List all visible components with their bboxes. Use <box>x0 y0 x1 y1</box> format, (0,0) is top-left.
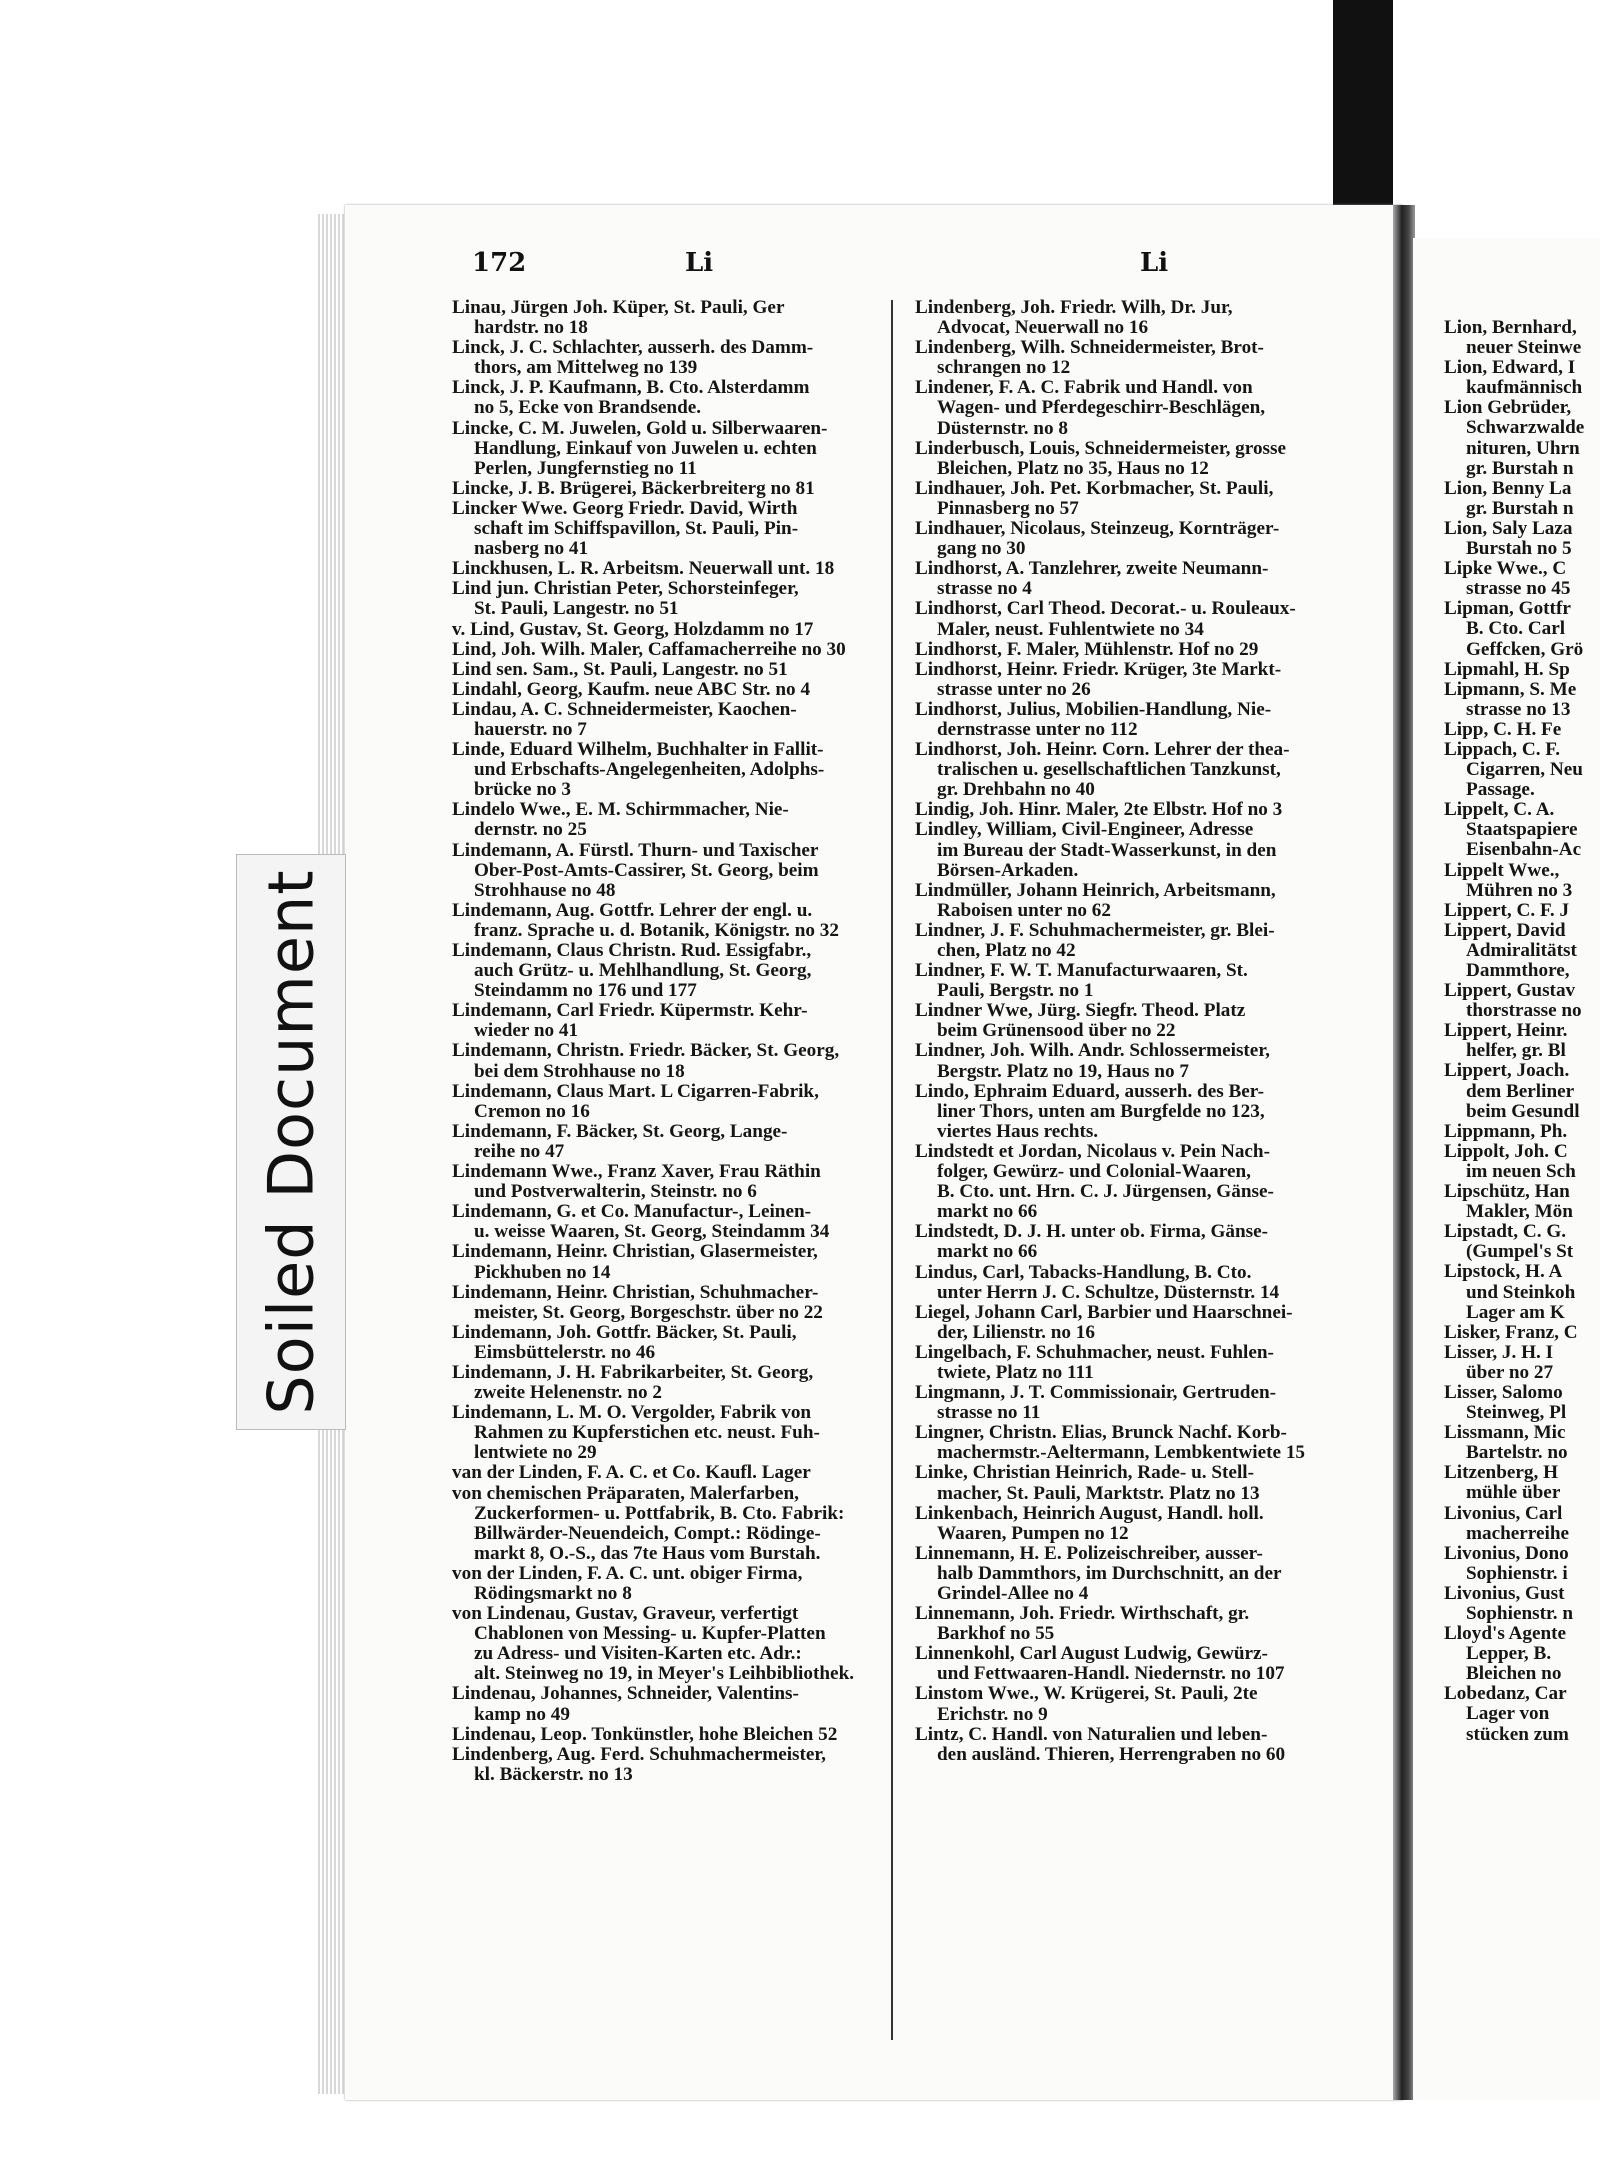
directory-line: brücke no 3 <box>474 779 572 801</box>
directory-line: folger, Gewürz- und Colonial-Waaren, <box>937 1161 1251 1183</box>
directory-line: Lindemann, Carl Friedr. Küpermstr. Kehr- <box>452 1000 808 1022</box>
directory-line: kl. Bäckerstr. no 13 <box>474 1763 633 1785</box>
directory-line: zu Adress- und Visiten-Karten etc. Adr.: <box>474 1643 802 1665</box>
directory-line: Livonius, Carl <box>1444 1502 1563 1524</box>
directory-line: von Lindenau, Gustav, Graveur, verfertigt <box>452 1603 799 1625</box>
directory-line: Lion, Edward, I <box>1444 357 1576 379</box>
directory-line: Billwärder-Neuendeich, Compt.: Rödinge- <box>474 1522 821 1544</box>
directory-line: Lion, Benny La <box>1444 477 1572 499</box>
directory-line: (Gumpel's St <box>1466 1241 1574 1263</box>
directory-line: Lindemann, Aug. Gottfr. Lehrer der engl. u. <box>452 899 813 921</box>
directory-line: Lipstadt, C. G. <box>1444 1221 1567 1243</box>
directory-line: auch Grütz- u. Mehlhandlung, St. Georg, <box>474 960 812 982</box>
directory-line: Makler, Mön <box>1466 1201 1573 1223</box>
directory-line: bei dem Strohhause no 18 <box>474 1060 685 1082</box>
directory-line: chen, Platz no 42 <box>937 940 1076 961</box>
directory-line: St. Pauli, Langestr. no 51 <box>474 598 679 620</box>
directory-line: B. Cto. unt. Hrn. C. J. Jürgensen, Gänse- <box>937 1181 1274 1203</box>
directory-line: neuer Steinwe <box>1466 337 1582 359</box>
directory-line: Lindus, Carl, Tabacks-Handlung, B. Cto. <box>915 1261 1252 1283</box>
directory-line: Lepper, B. <box>1466 1643 1552 1665</box>
directory-line: Lindelo Wwe., E. M. Schirmmacher, Nie- <box>452 799 789 821</box>
directory-line: Raboisen unter no 62 <box>937 899 1111 921</box>
directory-line: Linke, Christian Heinrich, Rade- u. Stell- <box>915 1462 1254 1484</box>
directory-line: Lion, Saly Laza <box>1444 517 1573 539</box>
directory-line: den ausländ. Thieren, Herrengraben no 60 <box>937 1743 1286 1765</box>
directory-line: Lingelbach, F. Schuhmacher, neust. Fuhlen- <box>915 1341 1274 1363</box>
directory-line: Lindenberg, Aug. Ferd. Schuhmachermeister, <box>452 1743 826 1765</box>
directory-line: Cremon no 16 <box>474 1100 590 1122</box>
directory-line: der, Lilienstr. no 16 <box>937 1321 1095 1343</box>
directory-line: Grindel-Allee no 4 <box>937 1583 1089 1604</box>
directory-line: schrangen no 12 <box>937 357 1071 379</box>
directory-line: Lippert, Heinr. <box>1444 1020 1568 1042</box>
directory-line: Lippert, Gustav <box>1444 980 1576 1002</box>
directory-line: Lindig, Joh. Hinr. Maler, 2te Elbstr. Hof no 3 <box>915 799 1283 821</box>
directory-line: Lippert, Joach. <box>1444 1060 1570 1082</box>
directory-line: Lindemann, Heinr. Christian, Glasermeister, <box>452 1241 818 1263</box>
directory-line: Lipmahl, H. Sp <box>1444 658 1570 680</box>
directory-line: Lisker, Franz, C <box>1444 1321 1578 1343</box>
directory-line: Strohhause no 48 <box>474 879 616 901</box>
directory-line: Lisser, Salomo <box>1444 1381 1563 1403</box>
directory-line: Lindau, A. C. Schneidermeister, Kaochen- <box>452 698 797 720</box>
directory-column-3 <box>1444 298 1600 1745</box>
directory-line: Börsen-Arkaden. <box>937 859 1079 881</box>
directory-line: Eimsbüttelerstr. no 46 <box>474 1341 656 1363</box>
directory-line: Lindemann, Heinr. Christian, Schuhmacher- <box>452 1281 819 1303</box>
directory-line: Lindstedt, D. J. H. unter ob. Firma, Gänse- <box>915 1221 1269 1243</box>
directory-line: Steinweg, Pl <box>1466 1402 1567 1424</box>
directory-line: Maler, neust. Fuhlentwiete no 34 <box>937 618 1204 640</box>
directory-line: Lippelt, C. A. <box>1444 799 1555 821</box>
directory-line: Linau, Jürgen Joh. Küper, St. Pauli, Ger <box>452 297 785 318</box>
directory-line: Lion, Bernhard, <box>1444 317 1577 338</box>
directory-line: Lincker Wwe. Georg Friedr. David, Wirth <box>452 497 798 519</box>
directory-line: strasse no 13 <box>1466 698 1571 720</box>
book-gutter <box>1393 205 1415 2100</box>
directory-line: twiete, Platz no 111 <box>937 1361 1094 1383</box>
directory-line: Zuckerformen- u. Pottfabrik, B. Cto. Fabrik: <box>474 1502 845 1524</box>
directory-line: Linnemann, Joh. Friedr. Wirthschaft, gr. <box>915 1603 1250 1625</box>
directory-line: Livonius, Gust <box>1444 1582 1565 1604</box>
directory-line: Lindemann, Claus Mart. L Cigarren-Fabrik, <box>452 1080 819 1102</box>
directory-line: liner Thors, unten am Burgfelde no 123, <box>937 1100 1265 1122</box>
directory-line: markt no 66 <box>937 1241 1038 1263</box>
directory-line: nasberg no 41 <box>474 538 589 560</box>
directory-line: Lindhorst, F. Maler, Mühlenstr. Hof no 29 <box>915 638 1259 660</box>
directory-line: Staatspapiere <box>1466 819 1578 841</box>
directory-line: Lindemann, F. Bäcker, St. Georg, Lange- <box>452 1120 788 1142</box>
directory-line: Lindemann, Joh. Gottfr. Bäcker, St. Pauli, <box>452 1321 797 1343</box>
directory-line: van der Linden, F. A. C. et Co. Kaufl. Lager <box>452 1462 811 1484</box>
directory-line: Lindemann, J. H. Fabrikarbeiter, St. Georg, <box>452 1361 814 1383</box>
directory-line: kaufmännisch <box>1466 377 1583 399</box>
directory-line: thors, am Mittelweg no 139 <box>474 357 698 379</box>
directory-column-1 <box>452 298 884 1785</box>
directory-line: Lindmüller, Johann Heinrich, Arbeitsmann, <box>915 879 1276 901</box>
directory-line: Barkhof no 55 <box>937 1623 1055 1645</box>
directory-line: Lipp, C. H. Fe <box>1444 718 1562 740</box>
directory-line: Handlung, Einkauf von Juwelen u. echten <box>474 437 817 459</box>
directory-line: Lipke Wwe., C <box>1444 558 1567 580</box>
directory-line: und Fettwaaren-Handl. Niedernstr. no 107 <box>937 1663 1285 1685</box>
directory-line: unter Herrn J. C. Schultze, Düsternstr. 14 <box>937 1281 1280 1303</box>
directory-line: Lindahl, Georg, Kaufm. neue ABC Str. no 4 <box>452 678 811 700</box>
directory-line: Livonius, Dono <box>1444 1542 1569 1564</box>
directory-line: Lindner, Joh. Wilh. Andr. Schlossermeister, <box>915 1040 1270 1062</box>
directory-line: u. weisse Waaren, St. Georg, Steindamm 34 <box>474 1221 830 1243</box>
directory-line: hauerstr. no 7 <box>474 718 587 740</box>
directory-line: Lindhorst, Heinr. Friedr. Krüger, 3te Markt- <box>915 658 1282 680</box>
directory-line: Lindemann, A. Fürstl. Thurn- und Taxischer <box>452 839 819 861</box>
directory-line: Lindener, F. A. C. Fabrik und Handl. von <box>915 377 1253 399</box>
directory-line: von der Linden, F. A. C. unt. obiger Firma, <box>452 1562 803 1584</box>
directory-line: Lindemann, Christn. Friedr. Bäcker, St. Georg, <box>452 1040 840 1062</box>
page-number: 172 <box>472 248 527 278</box>
directory-line: dernstrasse unter no 112 <box>937 718 1138 740</box>
directory-line: und Postverwalterin, Steinstr. no 6 <box>474 1181 757 1203</box>
directory-line: Pauli, Bergstr. no 1 <box>937 980 1094 1002</box>
directory-line: Lindhorst, Julius, Mobilien-Handlung, Nie- <box>915 698 1272 720</box>
directory-line: Waaren, Pumpen no 12 <box>937 1522 1129 1544</box>
directory-line: Lindenberg, Wilh. Schneidermeister, Brot- <box>915 337 1264 359</box>
directory-line: Linck, J. C. Schlachter, ausserh. des Damm- <box>452 337 814 359</box>
directory-line: Steindamm no 176 und 177 <box>474 980 697 1002</box>
directory-line: Lincke, C. M. Juwelen, Gold u. Silberwaaren- <box>452 417 828 439</box>
directory-line: Lindhorst, Carl Theod. Decorat.- u. Rouleaux- <box>915 598 1296 620</box>
directory-line: machermstr.-Aeltermann, Lembkentwiete 15 <box>937 1442 1306 1464</box>
directory-line: Lintz, C. Handl. von Naturalien und leben- <box>915 1723 1268 1745</box>
directory-line: Lindemann, L. M. O. Vergolder, Fabrik von <box>452 1402 812 1424</box>
directory-line: Erichstr. no 9 <box>937 1703 1048 1725</box>
directory-line: gang no 30 <box>937 538 1026 560</box>
directory-line: Lippert, C. F. J <box>1444 899 1570 921</box>
directory-line: Geffcken, Grö <box>1466 638 1584 660</box>
directory-line: franz. Sprache u. d. Botanik, Königstr. no 32 <box>474 919 839 941</box>
directory-line: Pinnasberg no 57 <box>937 497 1079 519</box>
directory-line: Linde, Eduard Wilhelm, Buchhalter in Fallit- <box>452 739 824 761</box>
directory-column-2 <box>915 298 1385 1765</box>
directory-line: Lipschütz, Han <box>1444 1181 1570 1203</box>
directory-line: Linckhusen, L. R. Arbeitsm. Neuerwall unt. 18 <box>452 558 835 580</box>
directory-line: Düsternstr. no 8 <box>937 417 1068 439</box>
directory-line: Lager am K <box>1466 1301 1565 1323</box>
directory-line: dernstr. no 25 <box>474 819 587 841</box>
directory-line: Lindo, Ephraim Eduard, ausserh. des Ber- <box>915 1080 1264 1102</box>
directory-line: im neuen Sch <box>1466 1160 1576 1182</box>
directory-line: Schwarzwalde <box>1466 417 1585 439</box>
directory-line: Linstom Wwe., W. Krügerei, St. Pauli, 2te <box>915 1683 1258 1705</box>
directory-line: Lobedanz, Car <box>1444 1683 1567 1705</box>
binding-strip <box>1333 0 1393 240</box>
column-divider <box>891 300 893 2040</box>
directory-line: Lingmann, J. T. Commissionair, Gertruden- <box>915 1382 1277 1404</box>
directory-line: Bleichen, Platz no 35, Haus no 12 <box>937 457 1209 479</box>
directory-line: strasse no 11 <box>937 1402 1041 1424</box>
directory-line: wieder no 41 <box>474 1020 579 1042</box>
directory-line: über no 27 <box>1466 1361 1554 1383</box>
directory-line: hardstr. no 18 <box>474 317 588 339</box>
directory-line: gr. Burstah n <box>1466 497 1574 519</box>
directory-line: schaft im Schiffspavillon, St. Pauli, Pin- <box>474 518 799 540</box>
directory-line: Lisser, J. H. I <box>1444 1341 1554 1363</box>
directory-line: Burstah no 5 <box>1466 538 1572 560</box>
directory-line: Advocat, Neuerwall no 16 <box>937 317 1149 339</box>
directory-line: Pickhuben no 14 <box>474 1261 611 1283</box>
directory-line: Sophienstr. n <box>1466 1603 1574 1624</box>
directory-line: Lippach, C. F. <box>1444 738 1561 760</box>
directory-line: beim Gesundl <box>1466 1100 1580 1122</box>
directory-line: macher, St. Pauli, Marktstr. Platz no 13 <box>937 1482 1260 1504</box>
directory-line: strasse no 45 <box>1466 578 1571 600</box>
directory-line: Lipmann, S. Me <box>1444 678 1577 700</box>
soiled-document-text: Soiled Document <box>254 869 328 1415</box>
directory-line: Linck, J. P. Kaufmann, B. Cto. Alsterdamm <box>452 377 810 399</box>
directory-line: von chemischen Präparaten, Malerfarben, <box>452 1482 799 1504</box>
directory-line: strasse no 4 <box>937 578 1032 600</box>
directory-line: Lippert, David <box>1444 919 1566 941</box>
directory-line: Lincke, J. B. Brügerei, Bäckerbreiterg no 81 <box>452 477 815 499</box>
directory-line: Linderbusch, Louis, Schneidermeister, grosse <box>915 437 1286 459</box>
directory-line: Eisenbahn-Ac <box>1466 839 1582 861</box>
directory-line: markt 8, O.-S., das 7te Haus vom Burstah. <box>474 1542 821 1564</box>
directory-line <box>1444 298 1600 318</box>
directory-line: strasse unter no 26 <box>937 678 1091 700</box>
directory-line: Cigarren, Neu <box>1466 759 1583 781</box>
directory-line: lentwiete no 29 <box>474 1442 597 1464</box>
directory-line: Lindhauer, Nicolaus, Steinzeug, Kornträger- <box>915 518 1280 540</box>
directory-line: alt. Steinweg no 19, in Meyer's Leihbibliothek. <box>474 1663 855 1685</box>
directory-line: Lippmann, Ph. <box>1444 1120 1568 1142</box>
directory-line: Bleichen no <box>1466 1663 1562 1685</box>
running-head-right: Li <box>1140 248 1169 278</box>
directory-line: Bartelstr. no <box>1466 1442 1568 1464</box>
directory-line: Lindley, William, Civil-Engineer, Adresse <box>915 819 1254 841</box>
directory-line: stücken zum <box>1466 1723 1569 1745</box>
directory-line: Litzenberg, H <box>1444 1462 1559 1484</box>
directory-line: im Bureau der Stadt-Wasserkunst, in den <box>937 839 1277 861</box>
soiled-document-label <box>236 854 346 1430</box>
directory-line: Lindenau, Johannes, Schneider, Valentins- <box>452 1683 799 1705</box>
directory-line: Lindemann, Claus Christn. Rud. Essigfabr., <box>452 940 812 961</box>
directory-line: reihe no 47 <box>474 1140 565 1162</box>
directory-line: kamp no 49 <box>474 1703 570 1725</box>
directory-line: viertes Haus rechts. <box>937 1120 1099 1142</box>
directory-line: Ober-Post-Amts-Cassirer, St. Georg, beim <box>474 859 819 881</box>
directory-line: gr. Drehbahn no 40 <box>937 779 1095 801</box>
directory-line: und Erbschafts-Angelegenheiten, Adolphs- <box>474 759 825 781</box>
directory-line: B. Cto. Carl <box>1466 618 1566 640</box>
directory-line: Wagen- und Pferdegeschirr-Beschlägen, <box>937 397 1266 419</box>
directory-line: nituren, Uhrn <box>1466 437 1580 459</box>
directory-line: mühle über <box>1466 1482 1561 1504</box>
directory-line: Lissmann, Mic <box>1444 1422 1566 1444</box>
directory-line: Mühren no 3 <box>1466 879 1573 901</box>
directory-line: Lind jun. Christian Peter, Schorsteinfeger, <box>452 578 799 600</box>
directory-line: Lipman, Gottfr <box>1444 598 1571 620</box>
directory-line: halb Dammthors, im Durchschnitt, an der <box>937 1562 1282 1584</box>
directory-line: markt no 66 <box>937 1201 1038 1223</box>
directory-line: Liegel, Johann Carl, Barbier und Haarschnei- <box>915 1301 1293 1323</box>
directory-line: Linnemann, H. E. Polizeischreiber, ausser- <box>915 1542 1263 1564</box>
directory-line: Lindhorst, A. Tanzlehrer, zweite Neumann- <box>915 558 1269 580</box>
directory-line: Lindner Wwe, Jürg. Siegfr. Theod. Platz <box>915 1000 1246 1022</box>
directory-line: Lindner, F. W. T. Manufacturwaaren, St. <box>915 960 1248 982</box>
directory-line: gr. Burstah n <box>1466 457 1574 479</box>
directory-line: Lippolt, Joh. C <box>1444 1140 1568 1162</box>
directory-line: macherreihe <box>1466 1522 1570 1544</box>
directory-line: Passage. <box>1466 779 1535 801</box>
directory-line: Sophienstr. i <box>1466 1562 1568 1584</box>
directory-line: Lipstock, H. A <box>1444 1261 1563 1283</box>
directory-line: Chablonen von Messing- u. Kupfer-Platten <box>474 1623 826 1645</box>
directory-line: Lindhauer, Joh. Pet. Korbmacher, St. Pauli, <box>915 477 1274 499</box>
directory-line: Dammthore, <box>1466 960 1570 981</box>
directory-line: Lippelt Wwe., <box>1444 859 1560 881</box>
directory-line: Lingner, Christn. Elias, Brunck Nachf. Korb- <box>915 1422 1287 1444</box>
directory-line: v. Lind, Gustav, St. Georg, Holzdamm no 17 <box>452 618 814 640</box>
directory-line: thorstrasse no <box>1466 1000 1582 1022</box>
directory-line: Rödingsmarkt no 8 <box>474 1583 632 1604</box>
directory-line: Admiralitätst <box>1466 939 1577 961</box>
directory-line: beim Grünensood über no 22 <box>937 1020 1176 1042</box>
directory-line: Lindner, J. F. Schuhmachermeister, gr. Blei- <box>915 919 1275 941</box>
directory-line: Lindenau, Leop. Tonkünstler, hohe Bleichen 52 <box>452 1723 838 1745</box>
directory-line: meister, St. Georg, Borgeschstr. über no 22 <box>474 1301 823 1323</box>
directory-line: Linnenkohl, Carl August Ludwig, Gewürz- <box>915 1643 1268 1665</box>
directory-line: zweite Helenenstr. no 2 <box>474 1382 662 1404</box>
directory-line: Bergstr. Platz no 19, Haus no 7 <box>937 1060 1189 1082</box>
directory-line: no 5, Ecke von Brandsende. <box>474 397 702 419</box>
directory-line: Linkenbach, Heinrich August, Handl. holl. <box>915 1502 1264 1524</box>
running-head-left: Li <box>685 248 714 278</box>
directory-line: Perlen, Jungfernstieg no 11 <box>474 457 697 479</box>
directory-line: und Steinkoh <box>1466 1281 1576 1303</box>
directory-line: Lloyd's Agente <box>1444 1623 1567 1645</box>
directory-line: helfer, gr. Bl <box>1466 1040 1566 1062</box>
directory-line: dem Berliner <box>1466 1080 1575 1102</box>
directory-line: Rahmen zu Kupferstichen etc. neust. Fuh- <box>474 1422 820 1444</box>
directory-line: Lion Gebrüder, <box>1444 397 1572 419</box>
directory-line: Lind sen. Sam., St. Pauli, Langestr. no 51 <box>452 658 788 680</box>
directory-line: Lind, Joh. Wilh. Maler, Caffamacherreihe no 30 <box>452 638 846 660</box>
directory-line: Lindhorst, Joh. Heinr. Corn. Lehrer der thea- <box>915 739 1290 761</box>
directory-line: Lindemann Wwe., Franz Xaver, Frau Räthin <box>452 1161 821 1183</box>
directory-line: Lager von <box>1466 1703 1550 1725</box>
directory-line: Lindenberg, Joh. Friedr. Wilh, Dr. Jur, <box>915 297 1233 318</box>
directory-line: Lindstedt et Jordan, Nicolaus v. Pein Nach- <box>915 1140 1270 1162</box>
directory-line: Lindemann, G. et Co. Manufactur-, Leinen- <box>452 1201 812 1223</box>
directory-line: tralischen u. gesellschaftlichen Tanzkunst, <box>937 759 1281 781</box>
